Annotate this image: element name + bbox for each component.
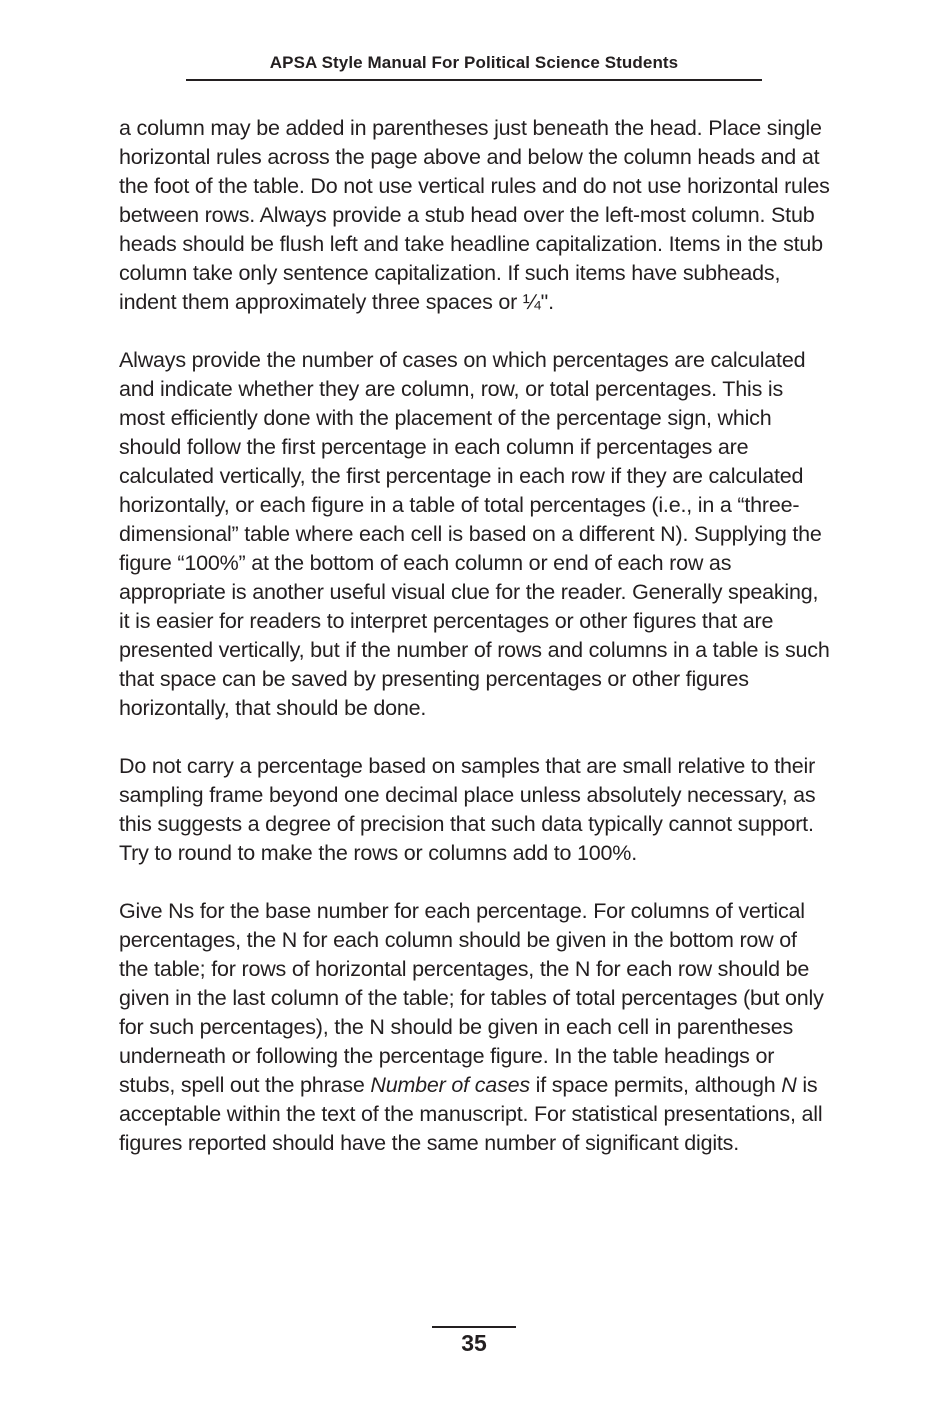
paragraph-table-rules: a column may be added in parentheses just beneath the head. Place single horizontal rules across the page above and below the column heads and at the foot of the table. Do not use vertical rules and do not use horizontal rules between rows. Always provide a stub head over the left-most column. Stub heads should be flush left and take headline capitalization. Items in the stub column take only sentence capitalization. If such items have subheads, indent them approximately three spaces or ¼". <box>119 116 830 314</box>
header-rule <box>186 79 762 81</box>
paragraph-percentages: Always provide the number of cases on which percentages are calculated and indicate whether they are column, row, or total percentages. This is most efficiently done with the placement of the percentage sign, which should follow the first percentage in each column if percentages are calculated vertically, the first percentage in each row if they are calculated horizontally, or each figure in a table of total percentages (i.e., in a “three-dimensional” table where each cell is based on a different N). Supplying the figure “100%” at the bottom of each column or end of each row as appropriate is another useful visual clue for the reader. Generally speaking, it is easier for readers to interpret percentages or other figures that are presented vertically, but if the number of rows and columns in a table is such that space can be saved by presenting percentages or other figures horizontally, that should be done. <box>119 348 830 720</box>
paragraph-base-numbers <box>119 897 831 1158</box>
paragraph-base-numbers-text-2: if space permits, although <box>529 1073 782 1097</box>
footer-rule <box>432 1326 516 1328</box>
paragraph-base-numbers-text-1: Give Ns for the base number for each percentage. For columns of vertical percentages, the N for each column should be given in the bottom row of the table; for rows of horizontal percentages, the N for each row should be given in the last column of the table; for tables of total percentages (but only for such percentages), the N should be given in each cell in parentheses underneath or following the percentage figure. In the table headings or stubs, spell out the phrase <box>119 899 824 1097</box>
paragraph-decimal-places: Do not carry a percentage based on samples that are small relative to their sampling frame beyond one decimal place unless absolutely necessary, as this suggests a degree of precision that such data typically cannot support. Try to round to make the rows or columns add to 100%. <box>119 754 816 865</box>
page-number: 35 <box>461 1330 487 1356</box>
italic-number-of-cases: Number of cases <box>370 1073 530 1097</box>
body-text <box>119 114 831 1187</box>
italic-n: N <box>781 1073 797 1097</box>
paragraph-base-numbers-text-3: is acceptable within the text of the manuscript. For statistical presentations, all figures reported should have the same number of significant digits. <box>119 1073 823 1155</box>
running-head-title: APSA Style Manual For Political Science Students <box>269 53 679 72</box>
